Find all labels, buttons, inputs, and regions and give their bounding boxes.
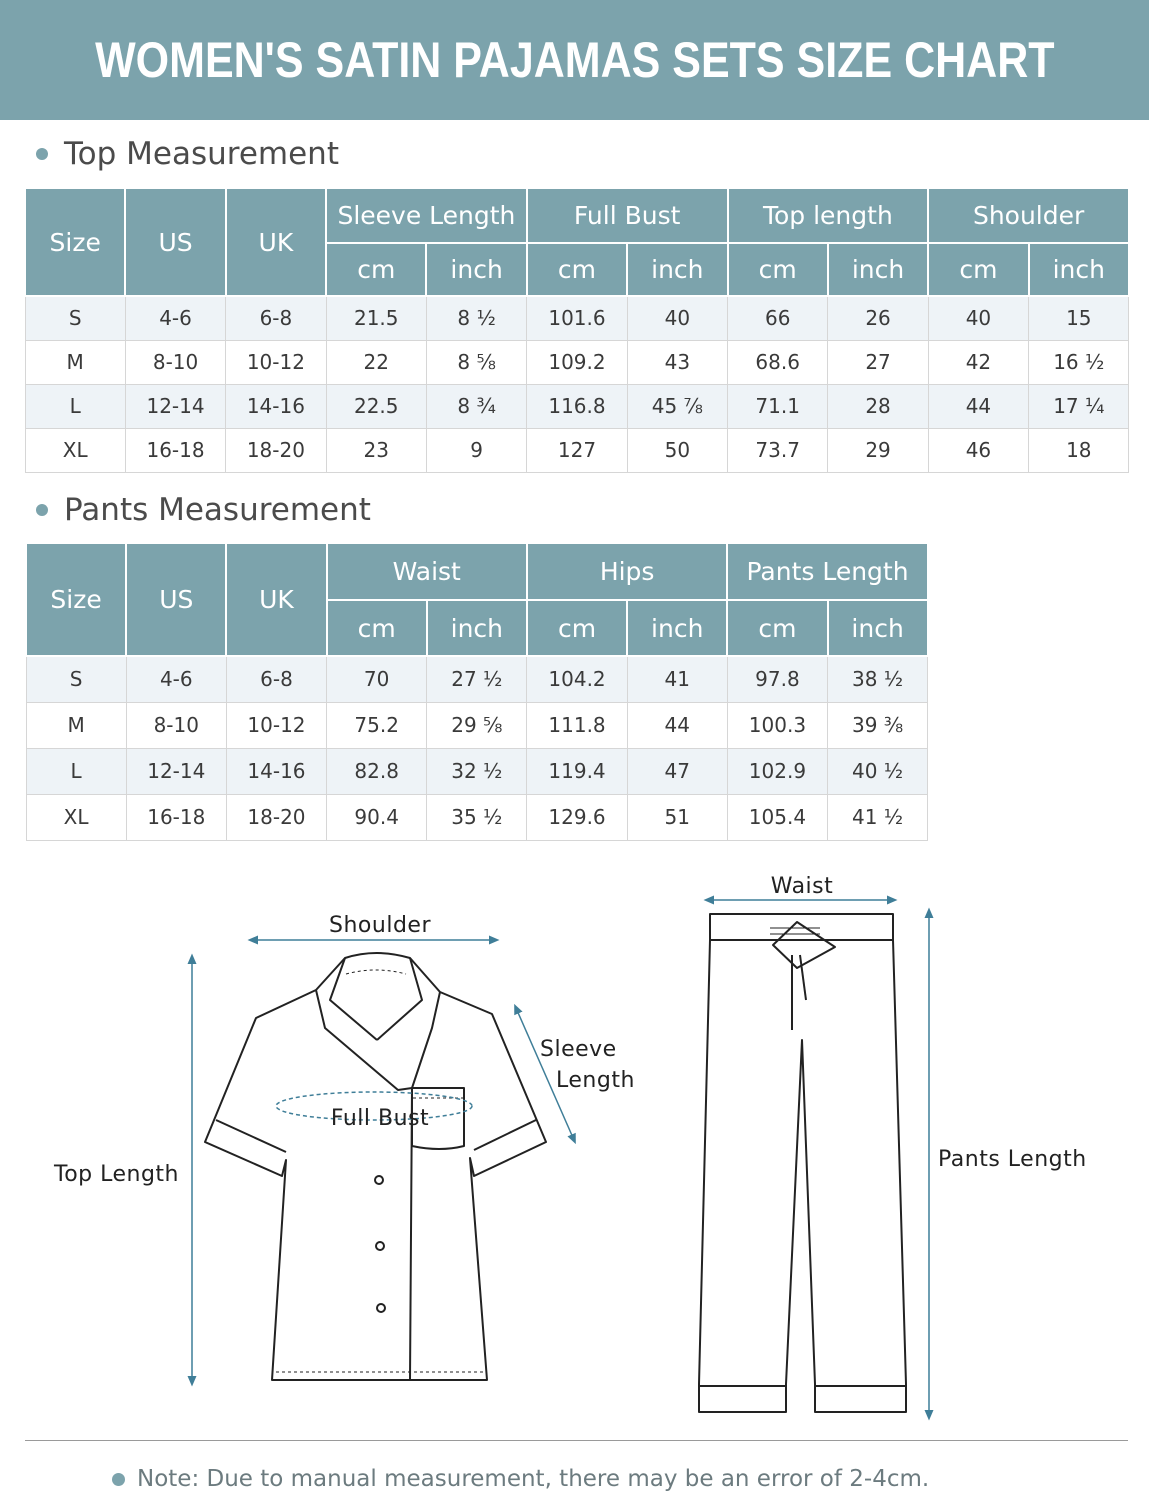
top-table-cell: 12-14	[125, 384, 225, 428]
top-table-cell: 8 ½	[426, 296, 526, 340]
top-table-cell: 50	[627, 428, 727, 472]
top-table-cell: L	[25, 384, 125, 428]
pants-table-cell: 44	[627, 702, 727, 748]
top-table-cell: 43	[627, 340, 727, 384]
header-top-length: Top length	[728, 188, 929, 243]
pants-table-cell: 39 ⅜	[828, 702, 928, 748]
top-table-cell: 18-20	[226, 428, 326, 472]
header-unit-cm: cm	[928, 243, 1028, 296]
header-size: Size	[26, 543, 126, 656]
top-table-cell: 26	[828, 296, 928, 340]
top-table-cell: 21.5	[326, 296, 426, 340]
shoulder-label: Shoulder	[329, 913, 431, 938]
pants-table-cell: 75.2	[327, 702, 427, 748]
table-row	[26, 748, 928, 794]
pants-table-cell: L	[26, 748, 126, 794]
pants-table-cell: 105.4	[727, 794, 827, 840]
top-table-cell: 101.6	[527, 296, 627, 340]
table-row	[26, 656, 928, 702]
note-text: Note: Due to manual measurement, there may be an error of 2-4cm.	[137, 1466, 930, 1492]
pants-table-cell: 35 ½	[427, 794, 527, 840]
top-length-label: Top Length	[54, 1162, 180, 1187]
pants-table-cell: XL	[26, 794, 126, 840]
header-unit-cm: cm	[527, 600, 627, 656]
table-row	[25, 296, 1129, 340]
top-table-cell: 28	[828, 384, 928, 428]
top-size-table	[24, 187, 1130, 473]
pants-table-cell: 70	[327, 656, 427, 702]
top-table-cell: 23	[326, 428, 426, 472]
pants-table-cell: 16-18	[126, 794, 226, 840]
pants-table-cell: 8-10	[126, 702, 226, 748]
header-unit-inch: inch	[426, 243, 526, 296]
header-unit-inch: inch	[627, 243, 727, 296]
top-table-cell: 40	[928, 296, 1028, 340]
top-section-label: Top Measurement	[64, 136, 339, 172]
header-unit-cm: cm	[727, 600, 827, 656]
header-unit-cm: cm	[327, 600, 427, 656]
top-table-cell: 9	[426, 428, 526, 472]
sleeve-label-line2: Length	[556, 1068, 635, 1093]
pants-table-cell: 104.2	[527, 656, 627, 702]
header-hips: Hips	[527, 543, 727, 600]
top-section-title	[36, 136, 339, 172]
header-pants-length: Pants Length	[727, 543, 927, 600]
top-table-cell: 16 ½	[1029, 340, 1129, 384]
pants-size-table	[25, 542, 929, 841]
footer-divider	[25, 1440, 1128, 1441]
pants-table-cell: 18-20	[226, 794, 326, 840]
header-unit-cm: cm	[728, 243, 828, 296]
pants-table-cell: 41	[627, 656, 727, 702]
header-shoulder: Shoulder	[928, 188, 1129, 243]
waist-label: Waist	[770, 874, 834, 899]
pants-table-cell: 12-14	[126, 748, 226, 794]
table-row	[25, 340, 1129, 384]
header-size: Size	[25, 188, 125, 296]
pants-table-cell: 51	[627, 794, 727, 840]
pants-table-cell: 111.8	[527, 702, 627, 748]
header-banner	[0, 0, 1149, 120]
pants-length-label: Pants Length	[938, 1147, 1087, 1172]
top-table-cell: 17 ¼	[1029, 384, 1129, 428]
top-table-cell: 116.8	[527, 384, 627, 428]
pants-section-title	[36, 492, 371, 528]
pants-table-cell: 129.6	[527, 794, 627, 840]
header-uk: UK	[226, 543, 326, 656]
header-unit-inch: inch	[427, 600, 527, 656]
pants-table-cell: 27 ½	[427, 656, 527, 702]
header-us: US	[126, 543, 226, 656]
pants-table-cell: 90.4	[327, 794, 427, 840]
pants-table-cell: 100.3	[727, 702, 827, 748]
pants-table-cell: 47	[627, 748, 727, 794]
header-unit-cm: cm	[527, 243, 627, 296]
pants-table-cell: 10-12	[226, 702, 326, 748]
bullet-dot-icon	[36, 504, 48, 516]
top-table-cell: 10-12	[226, 340, 326, 384]
top-table-cell: 45 ⅞	[627, 384, 727, 428]
pants-table-cell: 97.8	[727, 656, 827, 702]
table-row	[26, 794, 928, 840]
header-uk: UK	[226, 188, 326, 296]
shirt-illustration	[205, 953, 546, 1380]
bullet-dot-icon	[36, 148, 48, 160]
top-table-body	[25, 296, 1129, 472]
top-table-cell: 6-8	[226, 296, 326, 340]
top-table-cell: 14-16	[226, 384, 326, 428]
table-row	[26, 702, 928, 748]
header-unit-inch: inch	[828, 243, 928, 296]
header-unit-cm: cm	[326, 243, 426, 296]
top-table-cell: 22	[326, 340, 426, 384]
pants-table-cell: 38 ½	[828, 656, 928, 702]
footer-note	[112, 1466, 929, 1492]
top-table-cell: 44	[928, 384, 1028, 428]
table-row	[25, 428, 1129, 472]
top-table-cell: 8 ⅝	[426, 340, 526, 384]
pants-table-cell: 6-8	[226, 656, 326, 702]
pants-table-cell: 14-16	[226, 748, 326, 794]
measurement-arrows	[192, 900, 929, 1416]
table-row	[25, 384, 1129, 428]
pants-table-cell: 102.9	[727, 748, 827, 794]
top-table-cell: 27	[828, 340, 928, 384]
top-table-cell: 66	[728, 296, 828, 340]
pants-table-cell: 41 ½	[828, 794, 928, 840]
bullet-dot-icon	[112, 1473, 125, 1486]
pants-section-label: Pants Measurement	[64, 492, 371, 528]
header-unit-inch: inch	[828, 600, 928, 656]
top-table-cell: 40	[627, 296, 727, 340]
top-table-cell: 46	[928, 428, 1028, 472]
top-table-cell: 73.7	[728, 428, 828, 472]
header-unit-inch: inch	[1029, 243, 1129, 296]
pants-table-cell: 29 ⅝	[427, 702, 527, 748]
pants-table-cell: S	[26, 656, 126, 702]
top-table-cell: 4-6	[125, 296, 225, 340]
top-table-cell: 29	[828, 428, 928, 472]
header-sleeve-length: Sleeve Length	[326, 188, 527, 243]
pants-table-cell: 119.4	[527, 748, 627, 794]
pants-table-cell: 32 ½	[427, 748, 527, 794]
pants-table-cell: 4-6	[126, 656, 226, 702]
pants-table-cell: 82.8	[327, 748, 427, 794]
top-table-cell: 8 ¾	[426, 384, 526, 428]
top-table-cell: 68.6	[728, 340, 828, 384]
top-table-cell: 22.5	[326, 384, 426, 428]
header-us: US	[125, 188, 225, 296]
pants-table-cell: M	[26, 702, 126, 748]
full-bust-label: Full Bust	[330, 1106, 430, 1131]
top-table-cell: 18	[1029, 428, 1129, 472]
pants-table-body	[26, 656, 928, 840]
top-table-cell: 8-10	[125, 340, 225, 384]
sleeve-label-line1: Sleeve	[540, 1037, 617, 1062]
header-full-bust: Full Bust	[527, 188, 728, 243]
top-table-cell: 127	[527, 428, 627, 472]
top-table-cell: 109.2	[527, 340, 627, 384]
header-waist: Waist	[327, 543, 527, 600]
page-title: WOMEN'S SATIN PAJAMAS SETS SIZE CHART	[94, 32, 1055, 88]
top-table-cell: S	[25, 296, 125, 340]
top-table-cell: XL	[25, 428, 125, 472]
pants-table-cell: 40 ½	[828, 748, 928, 794]
top-table-cell: 42	[928, 340, 1028, 384]
header-unit-inch: inch	[627, 600, 727, 656]
top-table-cell: M	[25, 340, 125, 384]
top-table-cell: 71.1	[728, 384, 828, 428]
pants-illustration	[699, 914, 906, 1412]
top-table-cell: 16-18	[125, 428, 225, 472]
top-table-cell: 15	[1029, 296, 1129, 340]
